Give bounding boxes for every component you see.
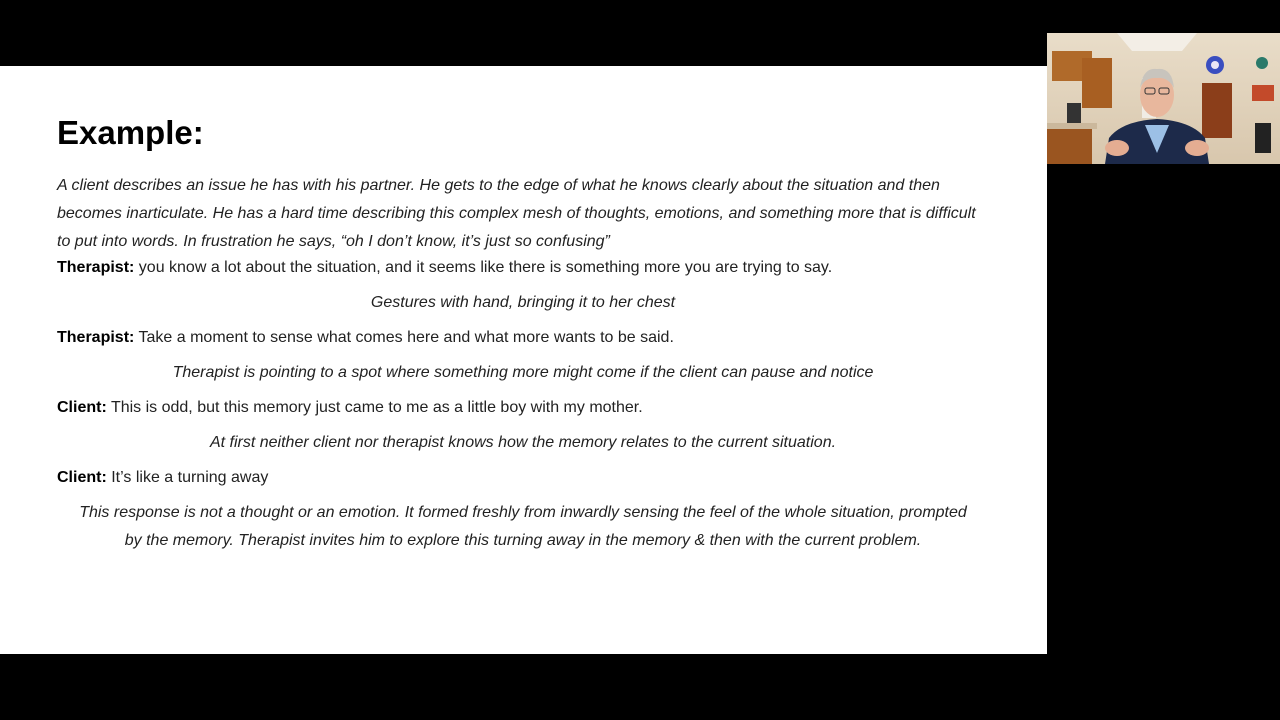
speaker-label: Client: [57,399,107,416]
dialogue-line-client-2 [57,464,268,492]
dialogue-text: you know a lot about the situation, and it seems like there is something more you are trying to say. [134,259,833,276]
stage-note-3: At first neither client nor therapist knows how the memory relates to the current situation. [209,434,837,451]
dialogue-text: It’s like a turning away [106,469,269,486]
stage-note-1: Gestures with hand, bringing it to her chest [370,294,676,311]
dialogue-line-client-1 [57,394,643,422]
intro-paragraph: A client describes an issue he has with his partner. He gets to the edge of what he knows clearly about the situation and then becomes inarticulate. He has a hard time describing this complex mesh of thoughts, emotions, and something more that is difficult to put into words. In frustration he says, “oh I don’t know, it’s just so confusing” [57,177,976,250]
slide-title: Example: [57,114,204,151]
dialogue-text: This is odd, but this memory just came to me as a little boy with my mother. [106,399,643,416]
stage-note-4: This response is not a thought or an emotion. It formed freshly from inwardly sensing the feel of the whole situation, prompted by the memory. Therapist invites him to explore this turning away in the memory & then with the current problem. [79,504,967,549]
speaker-label: Client: [57,469,107,486]
dialogue-line-therapist-2 [57,324,674,352]
speaker-label: Therapist: [57,329,135,346]
dialogue-text: Take a moment to sense what comes here and what more wants to be said. [134,329,674,346]
webcam-video-feed[interactable] [1047,33,1280,164]
presenter-video-image [1047,33,1280,164]
stage-note-2: Therapist is pointing to a spot where something more might come if the client can pause and notice [172,364,874,381]
speaker-label: Therapist: [57,259,135,276]
presentation-slide [0,66,1047,654]
dialogue-line-therapist-1 [57,254,832,282]
